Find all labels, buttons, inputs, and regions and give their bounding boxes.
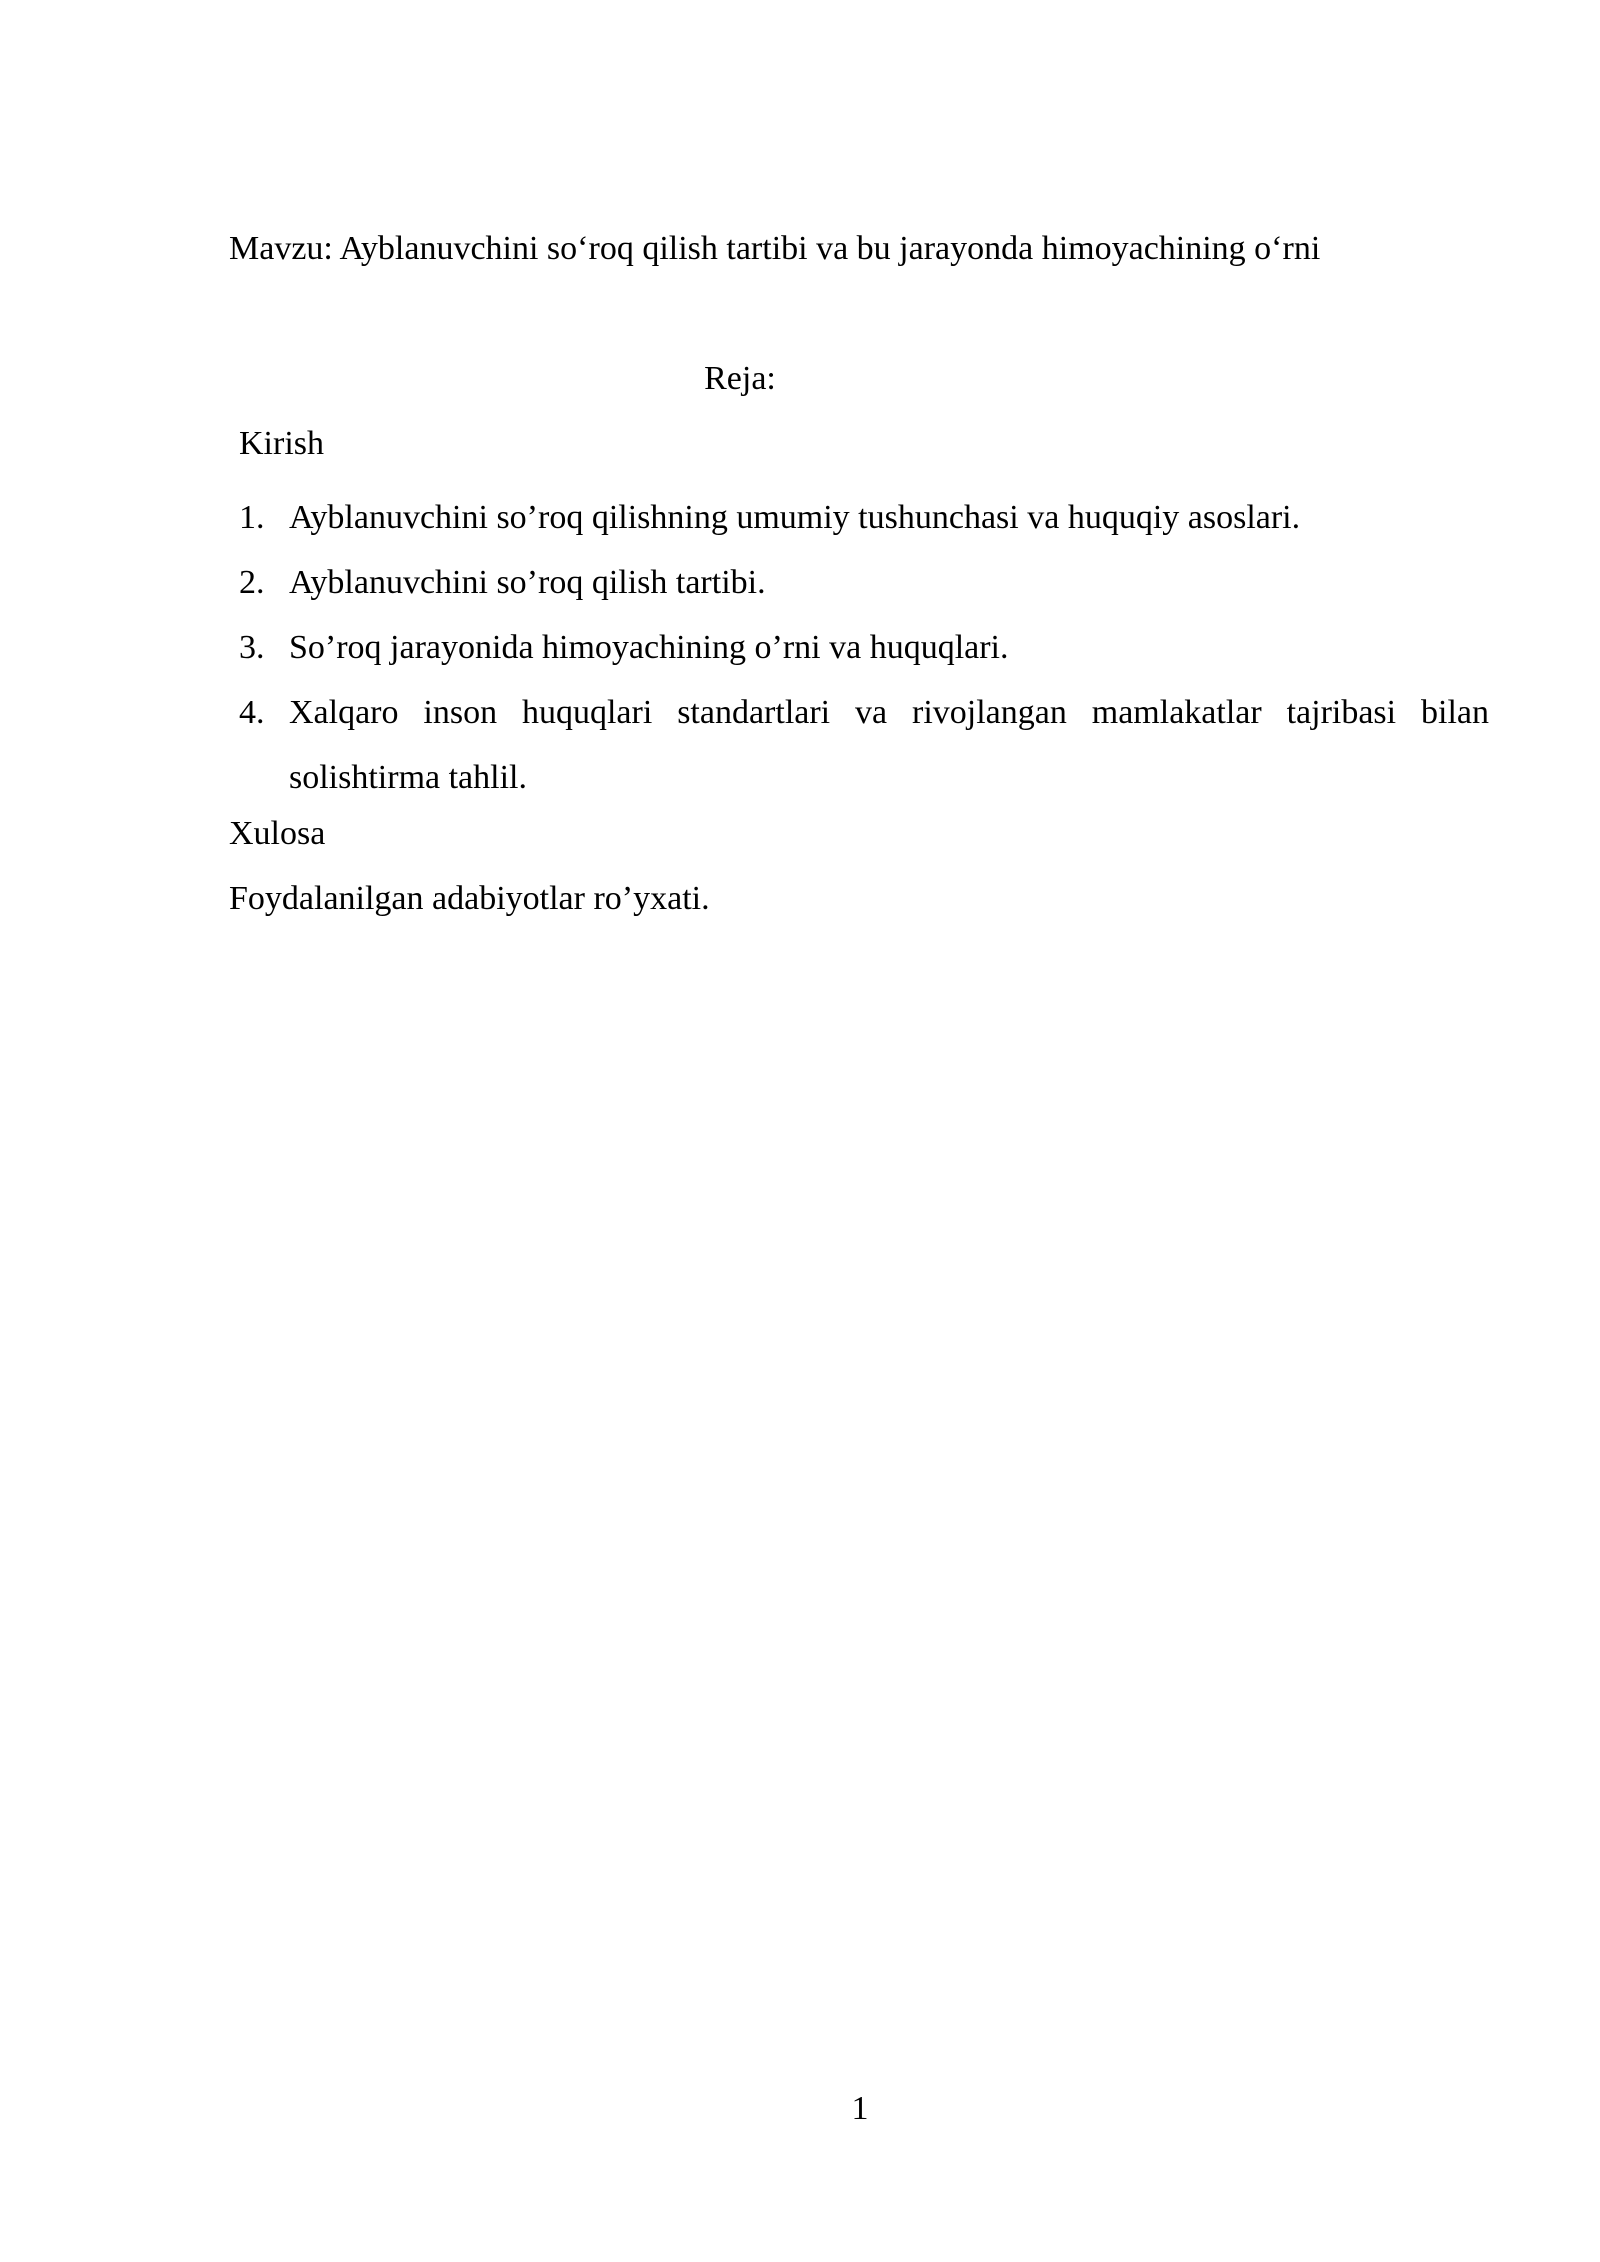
plan-item-text: Xalqaro inson huquqlari standartlari va rivojlangan mamlakatlar tajribasi bilan solishtirma tahlil. [289, 694, 1489, 796]
plan-item-text: Ayblanuvchini so’roq qilishning umumiy tushunchasi va huquqiy asoslari. [289, 499, 1301, 536]
conclusion-entry: Xulosa [229, 815, 326, 852]
page-number: 1 [851, 2090, 869, 2127]
plan-item-number: 2. [239, 564, 265, 601]
plan-item-number: 1. [239, 499, 265, 536]
intro-entry: Kirish [239, 425, 324, 462]
plan-item-number: 4. [239, 694, 265, 731]
plan-item [239, 550, 1489, 615]
document-title: Mavzu: Ayblanuvchini so‘roq qilish tartibi va bu jarayonda himoyachining o‘rni [229, 230, 1321, 267]
plan-item-text: So’roq jarayonida himoyachining o’rni va huquqlari. [289, 629, 1009, 666]
plan-item [239, 485, 1489, 550]
plan-item-number: 3. [239, 629, 265, 666]
plan-item [239, 615, 1489, 680]
plan-item [239, 680, 1489, 810]
plan-heading: Reja: [704, 360, 776, 397]
plan-item-text: Ayblanuvchini so’roq qilish tartibi. [289, 564, 766, 601]
references-entry: Foydalanilgan adabiyotlar ro’yxati. [229, 880, 710, 917]
plan-list [239, 485, 1489, 810]
